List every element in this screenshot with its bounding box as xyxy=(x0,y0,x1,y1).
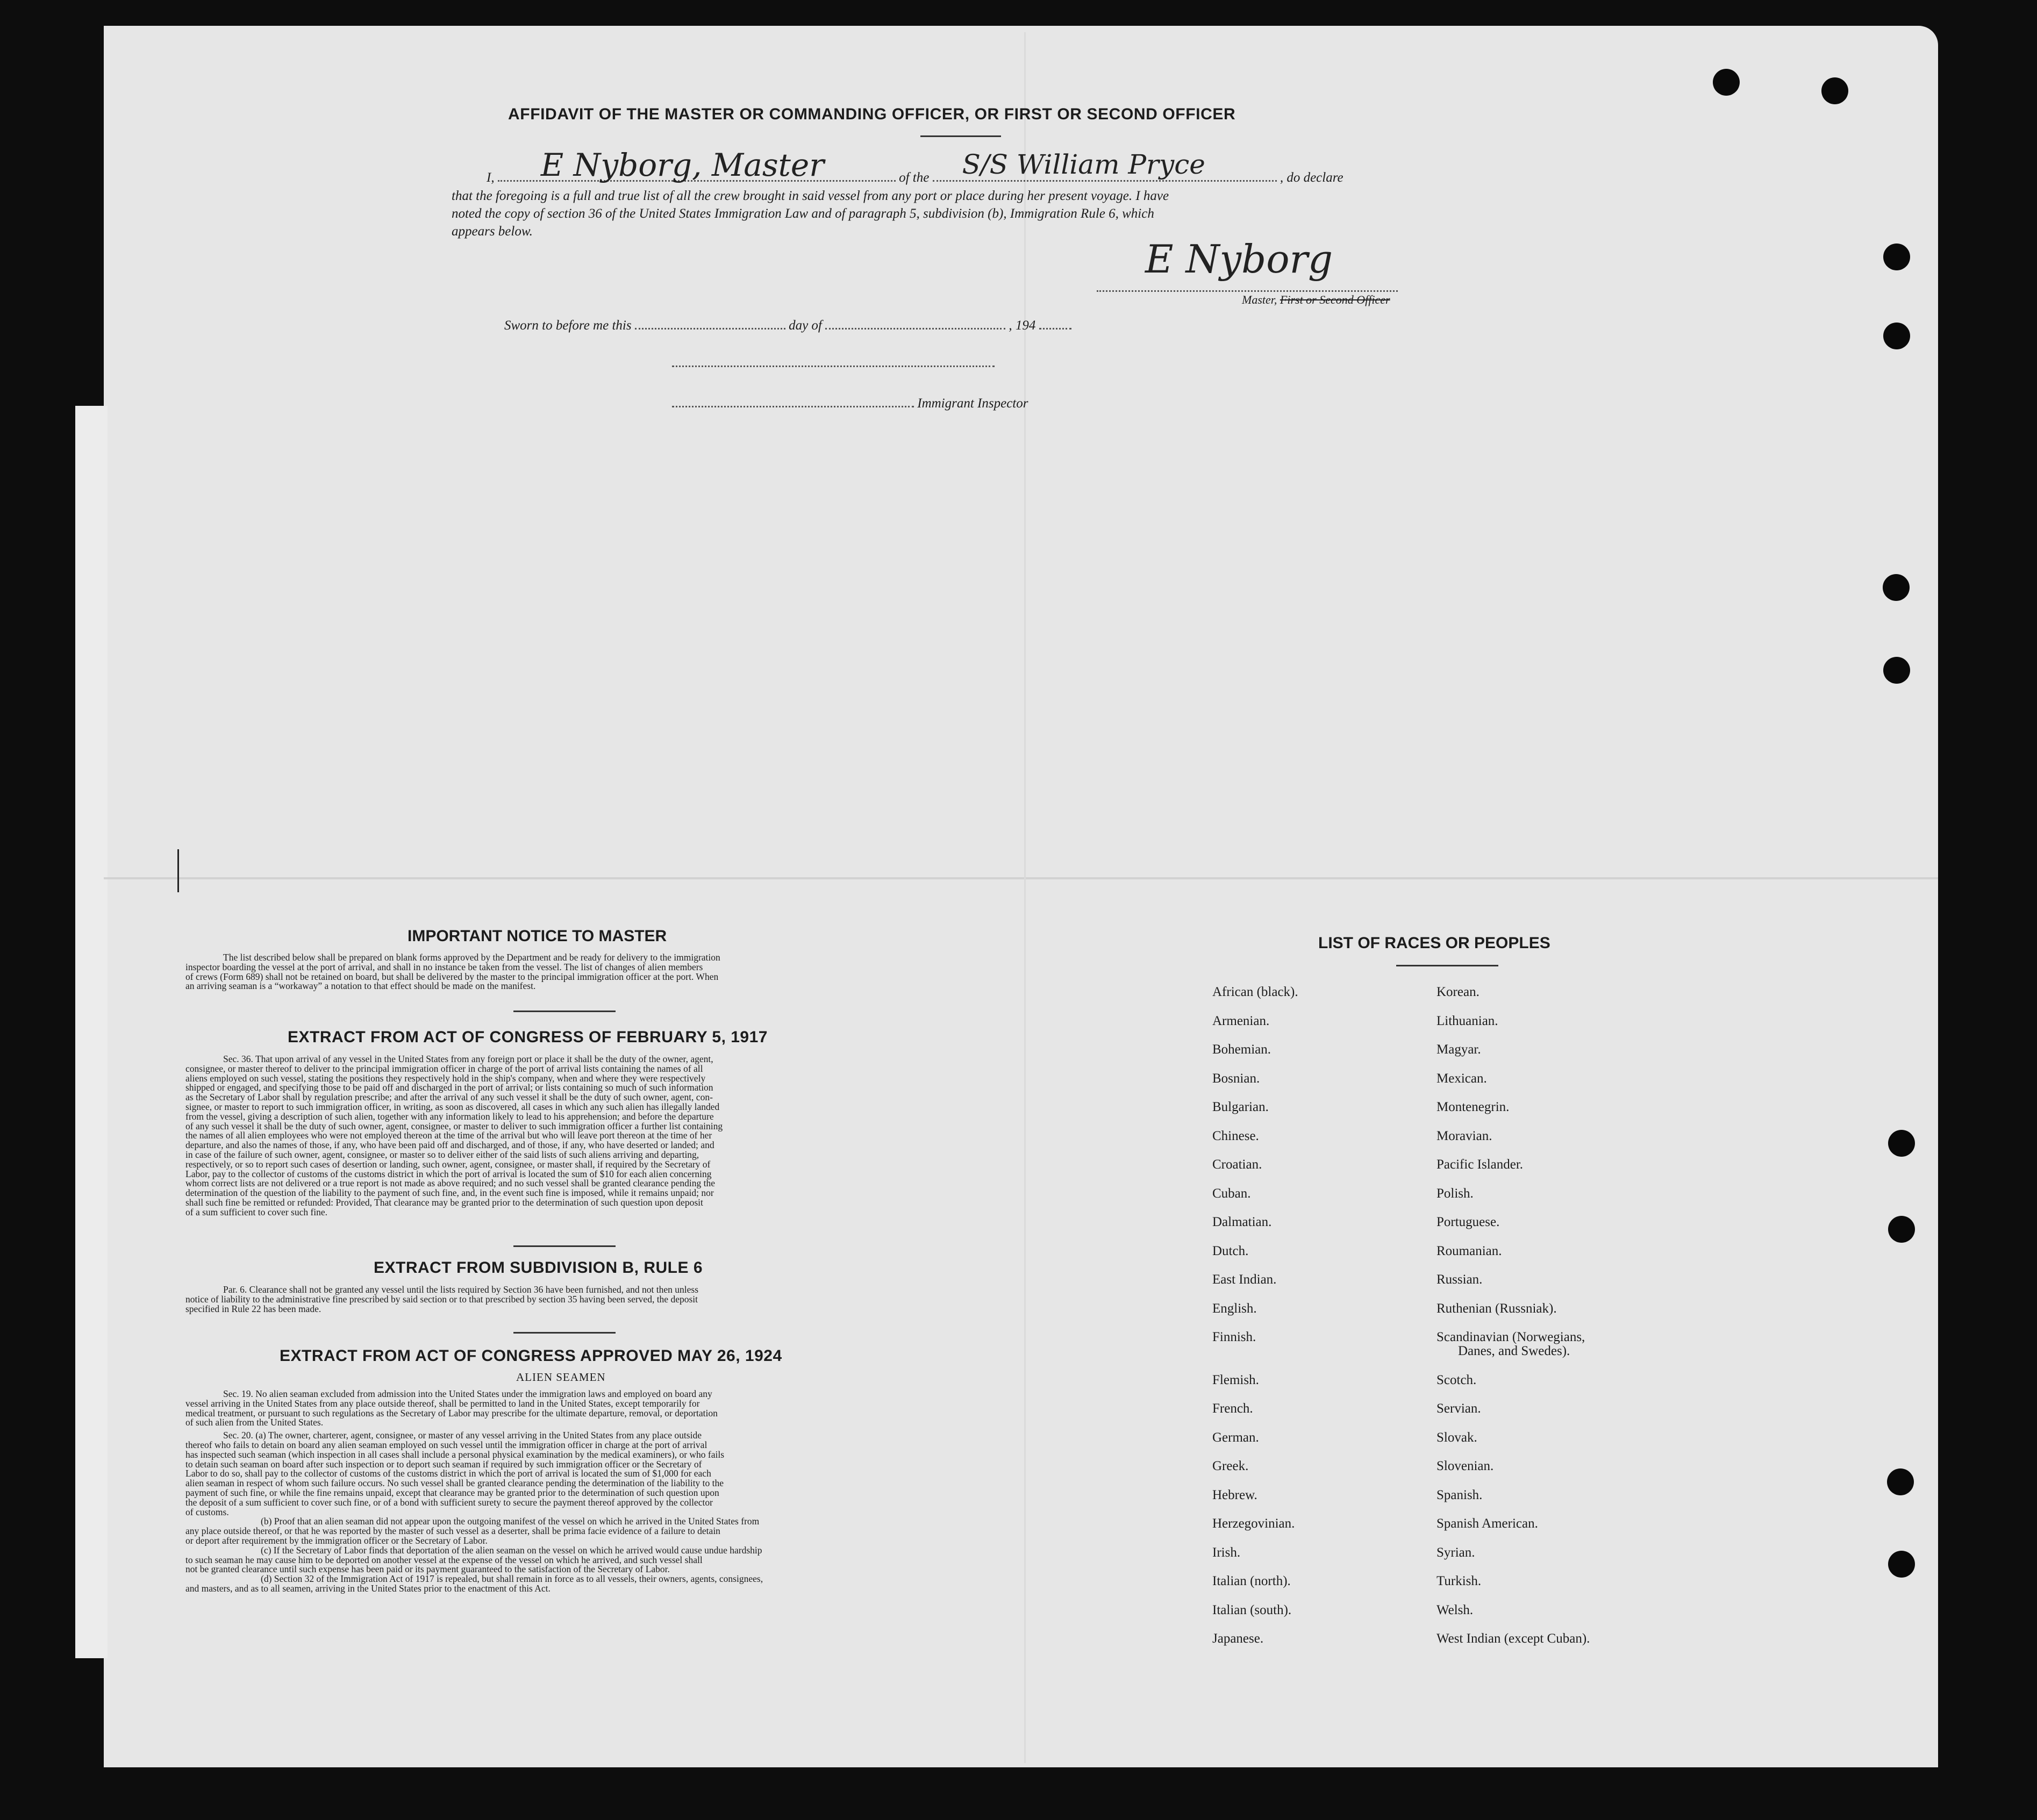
inspector-signature-line xyxy=(672,366,995,367)
race-item: West Indian (except Cuban). xyxy=(1436,1631,1590,1646)
race-item: Croatian. xyxy=(1212,1157,1262,1172)
race-item: Bosnian. xyxy=(1212,1071,1260,1086)
race-item: East Indian. xyxy=(1212,1272,1277,1287)
race-item: Welsh. xyxy=(1436,1602,1474,1617)
race-item: Turkish. xyxy=(1436,1574,1482,1588)
race-item: Magyar. xyxy=(1436,1042,1481,1057)
punch-hole xyxy=(1883,323,1910,349)
vertical-fold xyxy=(1024,32,1026,1763)
alien-seamen-subtitle: ALIEN SEAMEN xyxy=(516,1371,606,1384)
race-item: Moravian. xyxy=(1436,1128,1492,1143)
race-item: Mexican. xyxy=(1436,1071,1487,1086)
vessel-name-handwritten: S/S William Pryce xyxy=(962,149,1205,180)
declaration-line xyxy=(487,147,1343,185)
section-divider xyxy=(513,1332,616,1334)
race-item: Lithuanian. xyxy=(1436,1013,1498,1028)
race-item: Slovak. xyxy=(1436,1430,1477,1445)
section-divider xyxy=(513,1245,616,1247)
punch-hole xyxy=(1883,243,1910,270)
race-item: Italian (south). xyxy=(1212,1602,1292,1617)
punch-hole xyxy=(1713,69,1740,96)
i-prefix: I, xyxy=(487,170,495,185)
extract-1924-text: Sec. 19. No alien seaman excluded from admission into the United States under the immigration laws and employed on board any vessel arriving in the United States from any place outside thereof, shall be permitted to land in the United States, except temporarily for medical treatment, or pursuant to such regulations as the Secretary of Labor may prescribe for the ultimate departure, removal, or deportation of such alien from the United States. Sec. 20. (a) The owner, charterer, agent, consignee, or master of any vessel arriving in the United States from any place outside thereof who fails to detain on board any alien seaman employed on such vessel until the immigration officer in charge at the port of arrival has inspected such seaman (which inspection in all cases shall include a personal physical examination by the medical examiners), or who fails to detain such seaman on board after such inspection or to deport such seaman if required by such immigration officer or the Secretary of Labor to do so, shall pay to the collector of customs of the customs district in which the port of arrival is located the sum of $1,000 for each alien seaman in respect of whom such failure occurs. No such vessel shall be granted clearance pending the determination of the liability to the payment of such fine, or while the fine remains unpaid, except that clearance may be granted prior to the determination of such question upon the deposit of a sum sufficient to cover such fine, or of a bond with sufficient surety to secure the payment thereof approved by the collector of customs. (b) Proof that an alien seaman did not appear upon the outgoing manifest of the vessel on which he arrived in the United States from any place outside thereof, or that he was reported by the master of such vessel as a deserter, shall be prima facie evidence of a failure to detain or deport after requirement by the immigration officer or the Secretary of Labor. (c) If the Secretary of Labor finds that deportation of the alien seaman on the vessel on which he arrived would cause undue hardship to such seaman he may cause him to be deported on another vessel at the expense of the vessel on which he arrived, and such vessel shall not be granted clearance until such expense has been paid or its payment guaranteed to the satisfaction of the Secretary of Labor. (d) Section 32 of the Immigration Act of 1917 is repealed, but shall remain in force as to all vessels, their owners, agents, consignees, and masters, and as to all seamen, arriving in the United States prior to the enactment of this Act. xyxy=(185,1388,763,1594)
race-item: Korean. xyxy=(1436,985,1479,999)
extract-rule6-text: Par. 6. Clearance shall not be granted any vessel until the lists required by Section 36 have been furnished, and not then unless notice of liability to the administrative fine prescribed by said section or to that prescribed by section 35 having been served, the deposit specified in Rule 22 has been made. xyxy=(185,1284,699,1314)
sworn-line: Sworn to before me this day of , 194 xyxy=(504,318,1071,333)
race-item: Hebrew. xyxy=(1212,1487,1257,1502)
master-signature: E Nyborg xyxy=(1145,237,1333,282)
master-title-label: Master, First or Second Officer xyxy=(1242,293,1390,306)
punch-hole xyxy=(1821,77,1848,104)
race-item: Finnish. xyxy=(1212,1330,1256,1344)
of-the-label: of the xyxy=(899,170,930,185)
extract-rule6-title: EXTRACT FROM SUBDIVISION B, RULE 6 xyxy=(374,1259,703,1277)
race-item: Bohemian. xyxy=(1212,1042,1271,1057)
race-item: Armenian. xyxy=(1212,1013,1270,1028)
race-item: Japanese. xyxy=(1212,1631,1264,1646)
race-item: Servian. xyxy=(1436,1401,1481,1416)
race-item: Scotch. xyxy=(1436,1372,1477,1387)
extract-1917-title: EXTRACT FROM ACT OF CONGRESS OF FEBRUARY 5, 1917 xyxy=(288,1028,768,1046)
punch-hole xyxy=(1883,657,1910,684)
punch-hole xyxy=(1888,1130,1915,1157)
race-item: Roumanian. xyxy=(1436,1243,1502,1258)
race-item: Ruthenian (Russniak). xyxy=(1436,1301,1557,1316)
race-item: German. xyxy=(1212,1430,1259,1445)
race-item: Polish. xyxy=(1436,1186,1474,1201)
race-item: Russian. xyxy=(1436,1272,1483,1287)
race-item: English. xyxy=(1212,1301,1257,1316)
do-declare-label: , do declare xyxy=(1280,170,1343,185)
race-item: Flemish. xyxy=(1212,1372,1259,1387)
affidavit-title: AFFIDAVIT OF THE MASTER OR COMMANDING OFFICER, OR FIRST OR SECOND OFFICER xyxy=(508,105,1236,123)
tick-mark xyxy=(177,849,179,892)
race-item: Dalmatian. xyxy=(1212,1215,1272,1229)
declaration-body: that the foregoing is a full and true list of all the crew brought in said vessel from any port or place during her present voyage. I have noted the copy of section 36 of the United States Immigration Law and of paragraph 5, subdivision (b), Immigration Rule 6, which appears below. xyxy=(452,189,1169,239)
race-item-continuation: Danes, and Swedes). xyxy=(1458,1344,1570,1358)
extract-1924-title: EXTRACT FROM ACT OF CONGRESS APPROVED MAY 26, 1924 xyxy=(280,1347,782,1365)
master-name-handwritten: E Nyborg, Master xyxy=(540,147,824,183)
race-item: Italian (north). xyxy=(1212,1574,1291,1588)
race-item: Spanish American. xyxy=(1436,1516,1538,1531)
race-item: Portuguese. xyxy=(1436,1215,1500,1229)
inspector-line: Immigrant Inspector xyxy=(672,396,1028,411)
race-item: Chinese. xyxy=(1212,1128,1259,1143)
notice-title: IMPORTANT NOTICE TO MASTER xyxy=(408,927,667,945)
races-title: LIST OF RACES OR PEOPLES xyxy=(1318,934,1550,952)
race-item: Dutch. xyxy=(1212,1243,1249,1258)
master-name-field xyxy=(498,147,896,183)
underlying-paper-edge xyxy=(75,406,108,1658)
title-divider xyxy=(920,135,1001,137)
notice-text: The list described below shall be prepared on blank forms approved by the Department and be ready for delivery to the immigration inspector boarding the vessel at the port of arrival, and shall in no instance be taken from the vessel. The list of changes of alien members of crews (Form 689) shall not be retained on board, but shall be delivered by the master to the principal immigration officer at the port. When an arriving seaman is a “workaway” a notation to that effect should be made on the manifest. xyxy=(185,952,720,992)
race-item: Montenegrin. xyxy=(1436,1100,1510,1114)
extract-1917-text: Sec. 36. That upon arrival of any vessel in the United States from any foreign port or place it shall be the duty of the owner, agent, consignee, or master thereof to deliver to the principal immigration officer in charge of the port of arrival lists containing the names of all aliens employed on such vessel, stating the positions they respectively hold in the ship's company, when and where they were respectively shipped or engaged, and specifying those to be paid off and discharged in the port of arrival; or lists containing so much of such information as the Secretary of Labor shall by regulation prescribe; and after the arrival of any such vessel it shall be the duty of such owner, agent, con- signee, or master to report to such immigration officer, in writing, as soon as discovered, all cases in which any such alien has illegally landed from the vessel, giving a description of such alien, together with any information likely to lead to his apprehension; and before the departure of any such vessel it shall be the duty of such owner, agent, consignee, or master to deliver to such immigration officer a further list containing the names of all alien employees who were not employed thereon at the time of the arrival but who will leave port thereon at the time of her departure, and also the names of those, if any, who have been paid off and discharged, and of those, if any, who have deserted or landed; and in case of the failure of such owner, agent, consignee, or master so to deliver either of the said lists of such aliens arriving and departing, respectively, or so to report such cases of desertion or landing, such owner, agent, consignee, or master shall, if required by the Secretary of Labor, pay to the collector of customs of the customs district in which the port of arrival is located the sum of $10 for each alien concerning whom correct lists are not delivered or a true report is not made as above required; and no such vessel shall be granted clearance pending the determination of the question of the liability to the payment of such fine, and, in the event such fine is imposed, while it remains unpaid; nor shall such fine be remitted or refunded: Provided, That clearance may be granted prior to the determination of such question upon deposit of a sum sufficient to cover such fine. xyxy=(185,1054,723,1217)
race-item: French. xyxy=(1212,1401,1253,1416)
vessel-name-field xyxy=(933,149,1277,182)
race-item: Bulgarian. xyxy=(1212,1100,1269,1114)
punch-hole xyxy=(1887,1468,1914,1495)
race-item: Syrian. xyxy=(1436,1545,1475,1560)
race-item: Irish. xyxy=(1212,1545,1241,1560)
race-item: Herzegovinian. xyxy=(1212,1516,1295,1531)
race-item: Scandinavian (Norwegians, xyxy=(1436,1330,1585,1344)
punch-hole xyxy=(1888,1216,1915,1243)
race-item: Cuban. xyxy=(1212,1186,1251,1201)
race-item: Spanish. xyxy=(1436,1487,1483,1502)
race-item: Slovenian. xyxy=(1436,1459,1494,1473)
race-item: Greek. xyxy=(1212,1459,1249,1473)
race-item: African (black). xyxy=(1212,985,1298,999)
races-title-divider xyxy=(1396,965,1498,966)
signature-line xyxy=(1097,285,1398,292)
punch-hole xyxy=(1888,1551,1915,1578)
horizontal-fold xyxy=(104,877,1938,879)
punch-hole xyxy=(1883,574,1910,601)
section-divider xyxy=(513,1011,616,1012)
race-item: Pacific Islander. xyxy=(1436,1157,1524,1172)
